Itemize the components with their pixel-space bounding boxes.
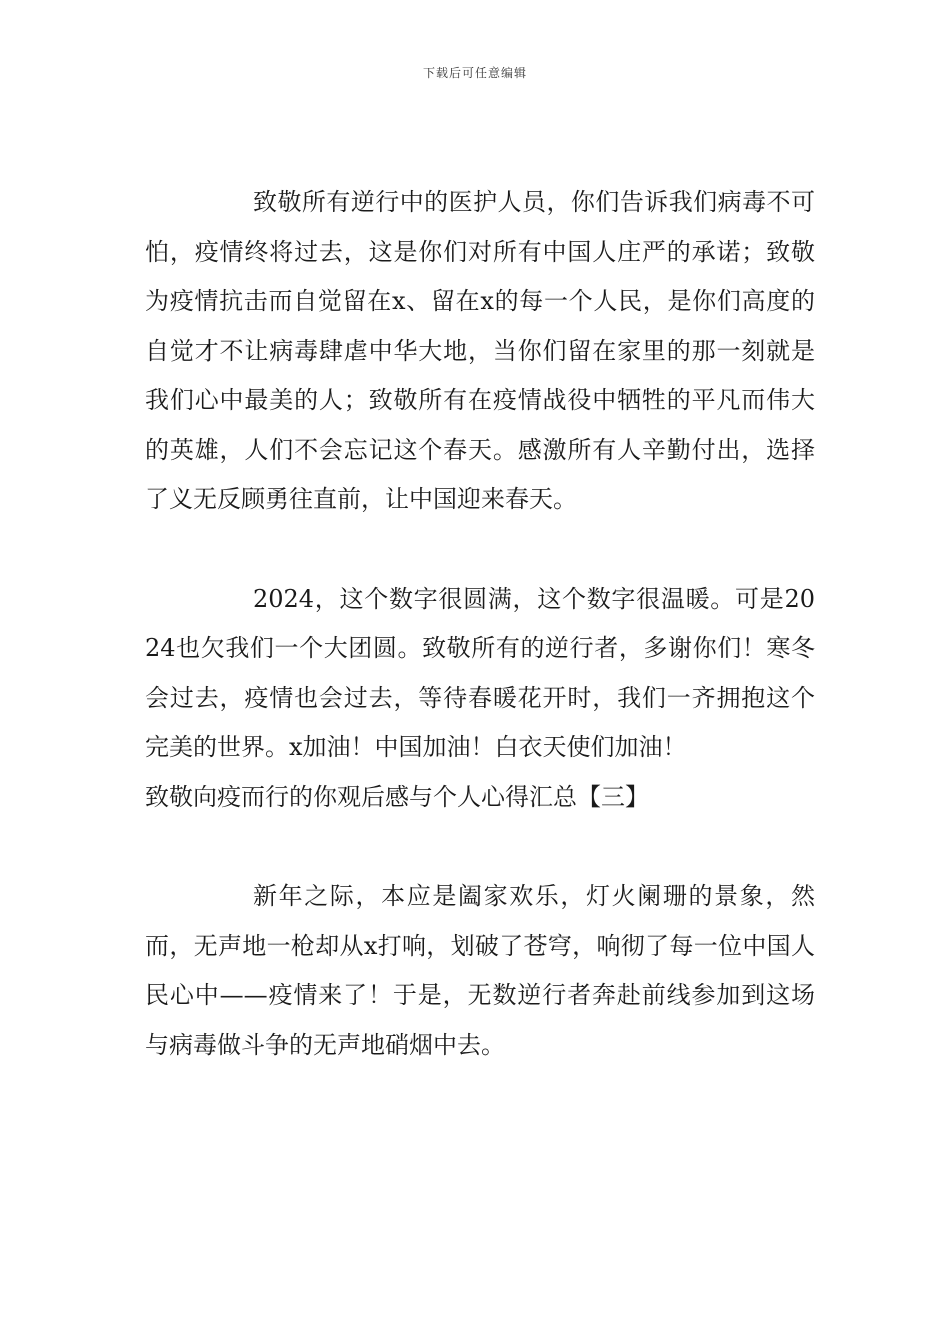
paragraph-tribute: 致敬所有逆行中的医护人员，你们告诉我们病毒不可怕，疫情终将过去，这是你们对所有中国人庄严的承诺；致敬为疫情抗击而自觉留在x、留在x的每一个人民，是你们高度的自觉才不让病毒肆虐中华大地，当你们留在家里的那一刻就是我们心中最美的人；致敬所有在疫情战役中牺牲的平凡而伟大的英雄，人们不会忘记这个春天。感激所有人辛勤付出，选择了义无反顾勇往直前，让中国迎来春天。 xyxy=(145,188,815,513)
paragraph-2024: 2024，这个数字很圆满，这个数字很温暖。可是2024也欠我们一个大团圆。致敬所有的逆行者，多谢你们！寒冬会过去，疫情也会过去，等待春暖花开时，我们一齐拥抱这个完美的世界。x加油！中国加油！白衣天使们加油！ xyxy=(145,584,815,761)
paragraph-new-year: 新年之际，本应是阖家欢乐，灯火阑珊的景象，然而，无声地一枪却从x打响，划破了苍穹，响彻了每一位中国人民心中——疫情来了！于是，无数逆行者奔赴前线参加到这场与病毒做斗争的无声地硝烟中去。 xyxy=(145,882,815,1059)
page-header: 下载后可任意编辑 xyxy=(422,66,527,80)
document-body xyxy=(145,178,815,1070)
section-heading: 致敬向疫而行的你观后感与个人心得汇总【三】 xyxy=(145,782,649,811)
